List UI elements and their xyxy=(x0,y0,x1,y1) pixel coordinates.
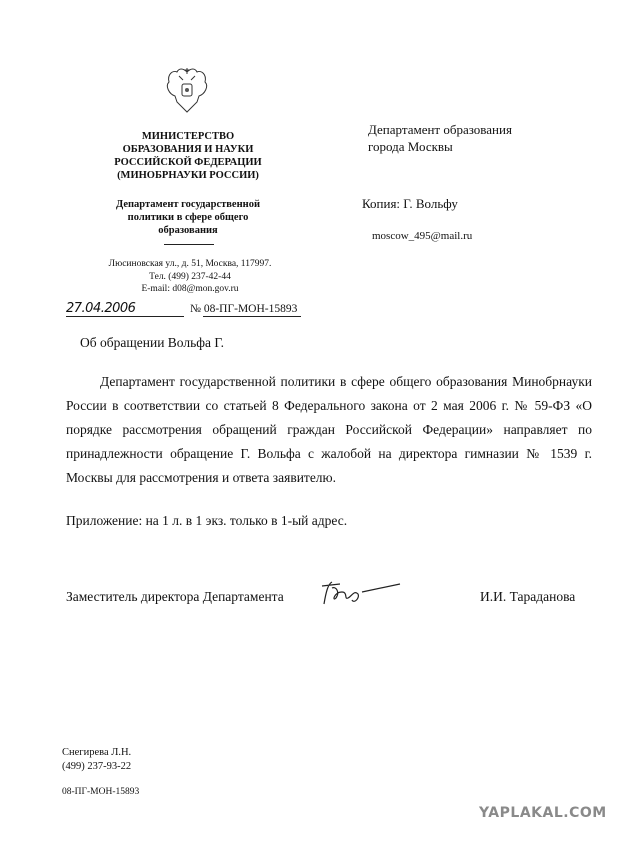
sender-street: Люсиновская ул., д. 51, Москва, 117997. xyxy=(108,259,272,269)
handwritten-date: 27.04.2006 xyxy=(66,301,136,316)
watermark: YAPLAKAL.COM xyxy=(479,805,607,821)
department-line: образования xyxy=(158,225,218,236)
date-underline xyxy=(66,316,184,317)
department-line: политики в сфере общего xyxy=(127,212,249,223)
number-underline xyxy=(203,316,301,317)
ministry-name xyxy=(100,130,276,182)
appendix-note: Приложение: на 1 л. в 1 экз. только в 1-ый адрес. xyxy=(66,513,348,528)
document-number: № 08-ПГ-МОН-15893 xyxy=(190,303,298,315)
department-name xyxy=(100,198,276,237)
divider xyxy=(164,244,214,245)
department-line: Департамент государственной xyxy=(115,199,260,210)
sender-email: E-mail: d08@mon.gov.ru xyxy=(141,284,239,294)
recipient-block xyxy=(368,121,512,155)
recipient-line: города Москвы xyxy=(368,139,453,154)
sender-phone: Тел. (499) 237-42-44 xyxy=(149,271,231,282)
footer-reference: 08-ПГ-МОН-15893 xyxy=(62,787,140,797)
signer-name: И.И. Тараданова xyxy=(480,589,576,604)
handwritten-signature xyxy=(318,578,408,610)
signer-title: Заместитель директора Департамента xyxy=(66,589,284,604)
recipient-email: moscow_495@mail.ru xyxy=(372,230,473,242)
sender-address xyxy=(98,258,282,296)
recipient-line: Департамент образования xyxy=(368,122,512,137)
coat-of-arms-icon xyxy=(163,66,211,116)
ministry-line: МИНИСТЕРСТВО xyxy=(141,131,235,142)
copy-recipient: Копия: Г. Вольфу xyxy=(362,196,458,211)
executor-name: Снегирева Л.Н. xyxy=(62,747,132,758)
letter-subject: Об обращении Вольфа Г. xyxy=(80,335,225,350)
letter-body: Департамент государственной политики в сфере общего образования Минобрнауки России в соответствии со статьей 8 Федерального закона от 2 мая 2006 г. № 59-ФЗ «О порядке рассмотрения обращений граждан Российской Федерации» направляет по принадлежности обращение Г. Вольфа с жалобой на директора гимназии № 1539 г. Москвы для рассмотрения и ответа заявителю. xyxy=(66,374,592,485)
ministry-line: РОССИЙСКОЙ ФЕДЕРАЦИИ xyxy=(114,157,262,168)
ministry-line: ОБРАЗОВАНИЯ И НАУКИ xyxy=(122,144,254,155)
executor-block xyxy=(62,746,131,774)
executor-phone: (499) 237-93-22 xyxy=(62,761,132,772)
ministry-line: (МИНОБРНАУКИ РОССИИ) xyxy=(117,170,259,181)
